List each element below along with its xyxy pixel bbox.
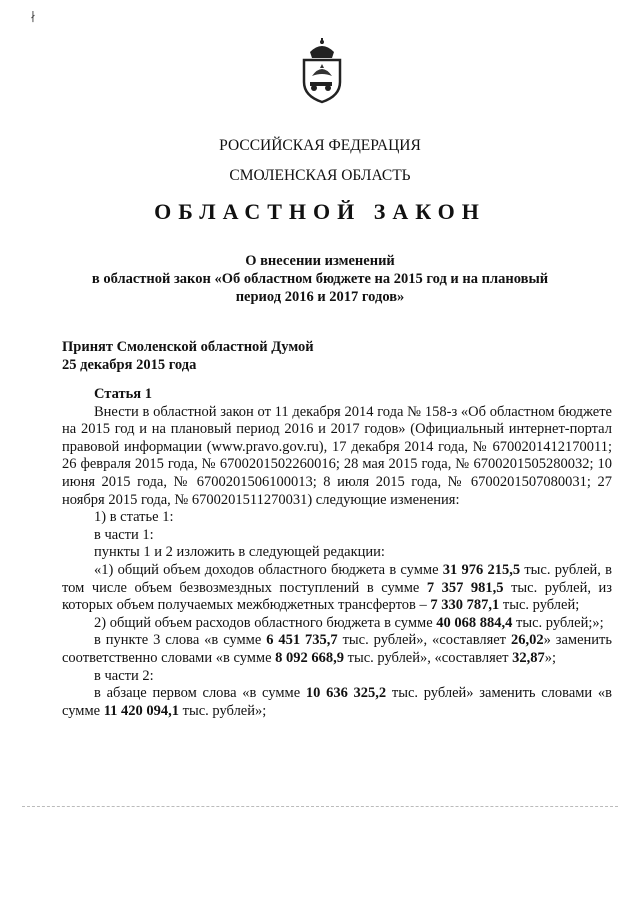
- subject-line-3: период 2016 и 2017 годов»: [235, 289, 405, 305]
- text-span: тыс. рублей, из которых объем получаемых межбюджетных трансфертов –: [62, 579, 612, 614]
- adoption-line-1: Принят Смоленской областной Думой: [62, 339, 314, 355]
- scan-divider: [22, 806, 618, 807]
- part-2: в части 2:: [94, 667, 154, 684]
- text-span: тыс. рублей;: [499, 597, 580, 614]
- points-intro: пункты 1 и 2 изложить в следующей редакции:: [94, 544, 385, 561]
- text-span: »;: [544, 649, 557, 666]
- federation-title: РОССИЙСКАЯ ФЕДЕРАЦИЯ: [219, 137, 421, 154]
- subject-line-2: в областной закон «Об областном бюджете на 2015 год и на плановый: [91, 271, 549, 287]
- old-amount-value: 10 636 325,2: [305, 685, 387, 702]
- text-span: тыс. рублей» заменить словами «в сумме: [62, 685, 612, 719]
- article-heading: Статья 1: [94, 386, 152, 402]
- text-span: в пункте 3 слова «в сумме: [94, 632, 267, 649]
- text-span: тыс. рублей», «составляет: [344, 649, 513, 666]
- text-span: 2) общий объем расходов областного бюджета в сумме: [94, 614, 437, 631]
- paragraph-part-2: [62, 685, 612, 720]
- transfers-value: 7 330 787,1: [430, 597, 500, 614]
- gratuitous-receipts-value: 7 357 981,5: [426, 579, 504, 596]
- old-percent-value: 26,02: [510, 632, 544, 649]
- paragraph-expenses: [62, 615, 612, 633]
- text-span: тыс. рублей, в том числе объем безвозмездных поступлений в сумме: [62, 561, 612, 596]
- paragraph-point-3: [62, 632, 612, 667]
- article-body: [62, 386, 612, 720]
- adoption-info: [62, 338, 314, 374]
- new-sum-value: 8 092 668,9: [275, 649, 345, 666]
- item-1: 1) в статье 1:: [94, 509, 174, 526]
- article-intro: Внести в областной закон от 11 декабря 2014 года № 158-з «Об областном бюджете на 2015 год и на плановый период 2016 и 2017 годов» (Официальный интернет-портал правовой информации (www.pravo.gov.ru), 17 декабря 2014 года, № 6700201412170011; 26 февраля 2015 года, № 6700201502260016; 28 мая 2015 года, № 6700201505280032; 10 июня 2015 года, № 6700201506100013; 8 июля 2015 года, № 6700201507080031; 27 ноября 2015 года, № 6700201511270031) следующие изменения:: [62, 403, 612, 508]
- text-span: тыс. рублей»;: [179, 702, 267, 719]
- new-amount-value: 11 420 094,1: [103, 702, 180, 719]
- text-span: » заменить соответственно словами «в сумме: [62, 632, 612, 666]
- corner-mark: ∤: [30, 10, 36, 24]
- coat-of-arms-icon: [296, 38, 348, 104]
- region-title: СМОЛЕНСКАЯ ОБЛАСТЬ: [229, 167, 411, 184]
- new-percent-value: 32,87: [512, 649, 545, 666]
- text-span: тыс. рублей;»;: [512, 614, 604, 631]
- law-subject: [0, 252, 640, 306]
- adoption-date: 25 декабря 2015 года: [62, 357, 197, 373]
- text-span: в абзаце первом слова «в сумме: [94, 685, 306, 702]
- document-type-title: ОБЛАСТНОЙ ЗАКОН: [154, 199, 486, 224]
- revenue-total-value: 31 976 215,5: [442, 561, 521, 578]
- subject-line-1: О внесении изменений: [245, 253, 395, 269]
- text-span: тыс. рублей», «составляет: [337, 632, 511, 649]
- text-span: «1) общий объем доходов областного бюджета в сумме: [94, 561, 443, 578]
- part-1: в части 1:: [94, 526, 154, 543]
- paragraph-revenue: [62, 562, 612, 615]
- old-sum-value: 6 451 735,7: [266, 632, 338, 649]
- expenses-total-value: 40 068 884,4: [436, 614, 513, 631]
